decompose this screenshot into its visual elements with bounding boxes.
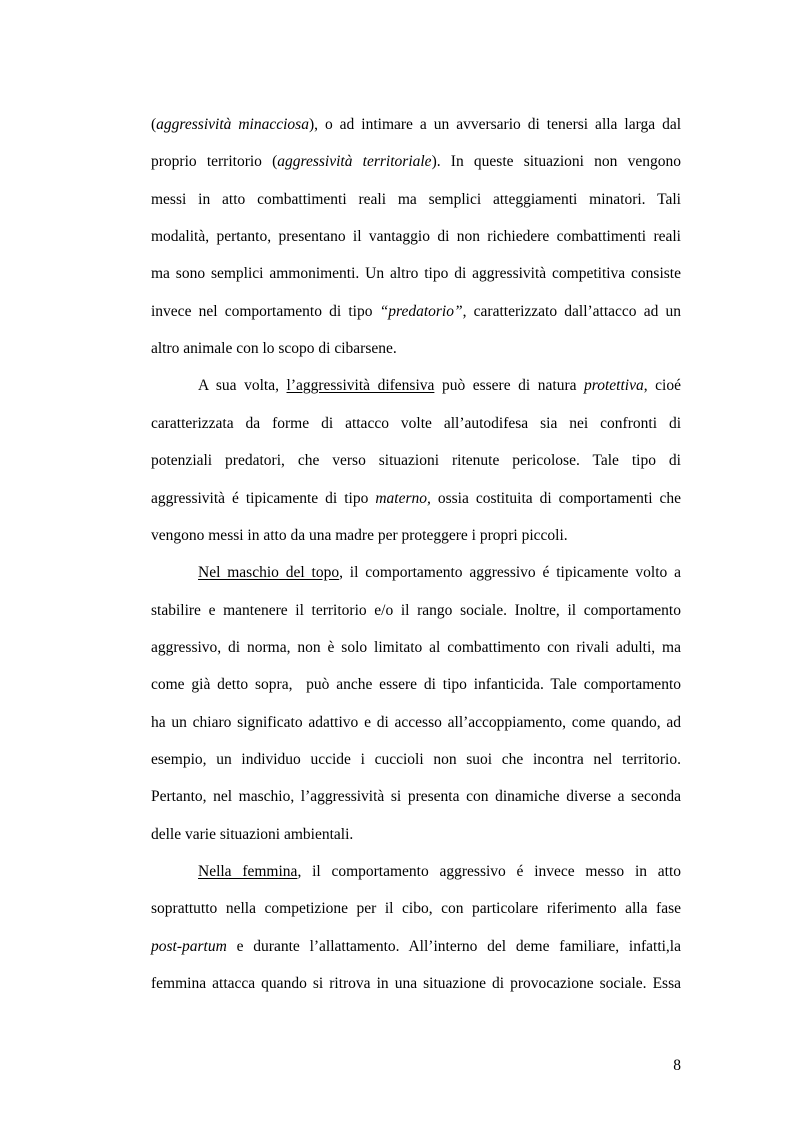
text-segment: può essere di natura [434, 377, 585, 394]
italic-text: aggressività minacciosa [156, 116, 309, 133]
text-line [151, 898, 681, 920]
text-line [151, 338, 681, 360]
text-segment: ma sono semplici ammonimenti. Un altro tipo di aggressività competitiva consiste [151, 265, 681, 282]
text-line [151, 674, 681, 696]
text-segment: vengono messi in atto da una madre per proteggere i propri piccoli. [151, 527, 568, 544]
italic-text: post-partum [151, 938, 227, 955]
text-segment: ), o ad intimare a un avversario di tenersi alla larga dal [308, 116, 682, 133]
text-line [151, 413, 681, 435]
text-segment: proprio territorio ( [151, 153, 278, 170]
text-line [151, 263, 681, 285]
underlined-text: l’aggressività difensiva [286, 377, 435, 394]
text-segment: e durante l’allattamento. All’interno del deme familiare, infatti,la [226, 938, 681, 955]
text-line [198, 375, 681, 397]
text-line [151, 973, 681, 995]
text-line [151, 712, 681, 734]
text-segment: messi in atto combattimenti reali ma semplici atteggiamenti minatori. Tali [151, 191, 681, 208]
text-segment: ( [151, 116, 157, 133]
text-line [151, 936, 681, 958]
text-line [151, 488, 681, 510]
text-segment: Pertanto, nel maschio, l’aggressività si presenta con dinamiche diverse a seconda [151, 788, 681, 805]
underlined-text: Nel maschio del topo [198, 564, 340, 581]
text-line [151, 637, 681, 659]
text-segment: altro animale con lo scopo di cibarsene. [151, 340, 397, 357]
text-line [198, 562, 681, 584]
text-segment: aggressivo, di norma, non è solo limitato al combattimento con rivali adulti, ma [151, 639, 681, 656]
italic-text: aggressività territoriale [277, 153, 432, 170]
text-segment: esempio, un individuo uccide i cuccioli non suoi che incontra nel territorio. [151, 751, 681, 768]
text-line [151, 450, 681, 472]
underlined-text: Nella femmina [198, 863, 298, 880]
text-line [151, 786, 681, 808]
text-segment: ). In queste situazioni non vengono [431, 153, 681, 170]
text-line [151, 189, 681, 211]
text-line [151, 114, 681, 136]
text-line [151, 824, 681, 846]
text-segment: modalità, pertanto, presentano il vantaggio di non richiedere combattimenti reali [151, 228, 681, 245]
text-segment: A sua volta, [198, 377, 287, 394]
text-segment: come già detto sopra, può anche essere di tipo infanticida. Tale comportamento [151, 676, 681, 693]
text-line [151, 226, 681, 248]
text-line [151, 301, 681, 323]
text-segment: ha un chiaro significato adattivo e di accesso all’accoppiamento, come quando, ad [151, 714, 681, 731]
text-segment: , cioé [643, 377, 681, 394]
text-line [151, 525, 681, 547]
italic-text: materno, [375, 490, 431, 507]
text-line [151, 151, 681, 173]
text-segment: femmina attacca quando si ritrova in una situazione di provocazione sociale. Essa [151, 975, 681, 992]
text-segment: , caratterizzato dall’attacco ad un [462, 303, 682, 320]
italic-text: protettiva [584, 377, 644, 394]
text-segment: soprattutto nella competizione per il cibo, con particolare riferimento alla fase [151, 900, 681, 917]
italic-text: “predatorio” [379, 303, 463, 320]
text-segment: caratterizzata da forme di attacco volte all’autodifesa sia nei confronti di [151, 415, 681, 432]
text-segment: , il comportamento aggressivo é tipicamente volto a [339, 564, 681, 581]
text-line [151, 600, 681, 622]
text-segment: , il comportamento aggressivo é invece messo in atto [297, 863, 682, 880]
text-segment: aggressività é tipicamente di tipo [151, 490, 376, 507]
text-line [198, 861, 681, 883]
text-segment: ossia costituita di comportamenti che [430, 490, 681, 507]
text-segment: stabilire e mantenere il territorio e/o il rango sociale. Inoltre, il comportamento [151, 602, 681, 619]
text-line [151, 749, 681, 771]
text-segment: potenziali predatori, che verso situazioni ritenute pericolose. Tale tipo di [151, 452, 681, 469]
text-segment: invece nel comportamento di tipo [151, 303, 380, 320]
text-segment: delle varie situazioni ambientali. [151, 826, 354, 843]
page-number: 8 [673, 1057, 681, 1074]
